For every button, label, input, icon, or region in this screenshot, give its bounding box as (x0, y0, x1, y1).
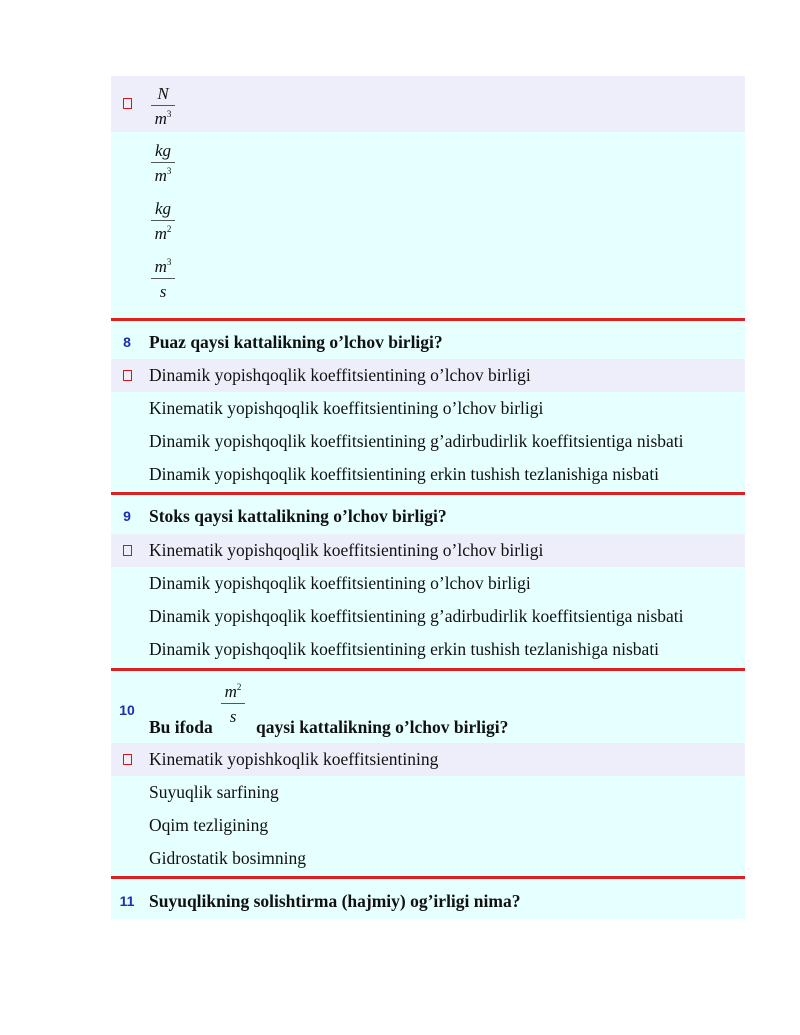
answer-text: Dinamik yopishqoqlik koeffitsientining g’adirbudirlik koeffitsientiga nisbati (149, 431, 684, 451)
denominator-exponent: 3 (166, 109, 172, 119)
question-text-suffix: qaysi kattalikning o’lchov birligi? (256, 717, 509, 737)
correct-answer-marker-icon (123, 754, 132, 765)
answer-row-correct[interactable] (111, 743, 745, 776)
fraction-bar (151, 278, 175, 279)
answer-row[interactable] (111, 809, 745, 842)
question-number: 9 (123, 508, 131, 524)
answer-text: Dinamik yopishqoqlik koeffitsientining o’lchov birligi (149, 365, 531, 385)
question-number: 8 (123, 334, 131, 350)
answer-row[interactable] (111, 458, 745, 492)
answer-row[interactable] (111, 425, 745, 458)
unit-fraction (151, 85, 175, 127)
fraction-bar (151, 105, 175, 106)
denominator-exponent: 3 (166, 166, 172, 176)
answer-row[interactable] (111, 600, 745, 633)
answer-text: Gidrostatik bosimning (149, 848, 307, 868)
answer-row[interactable] (111, 567, 745, 600)
answer-text: Dinamik yopishqoqlik koeffitsientining g’adirbudirlik koeffitsientiga nisbati (149, 606, 684, 626)
numerator-exponent: 3 (166, 257, 172, 267)
answer-row[interactable] (111, 776, 745, 809)
fraction-numerator: kg (154, 199, 172, 218)
correct-answer-marker-icon (123, 370, 132, 381)
correct-answer-marker-icon (123, 98, 132, 109)
answer-text: Kinematik yopishqoqlik koeffitsientining o’lchov birligi (149, 540, 544, 560)
answer-text: Dinamik yopishqoqlik koeffitsientining o’lchov birligi (149, 573, 531, 593)
answer-row-correct[interactable] (111, 359, 745, 392)
denominator-exponent: 2 (166, 224, 172, 234)
fraction-denominator (151, 167, 175, 184)
formula-fraction (221, 683, 245, 725)
answer-row[interactable] (111, 250, 745, 318)
question-text: Suyuqlikning solishtirma (hajmiy) og’irligi nima? (149, 891, 521, 911)
answer-text: Kinematik yopishqoqlik koeffitsientining o’lchov birligi (149, 398, 544, 418)
fraction-bar (221, 703, 245, 704)
question-number: 11 (119, 893, 135, 909)
fraction-denominator: s (229, 707, 237, 726)
question-text-prefix: Bu ifoda (149, 717, 213, 737)
question-row (111, 671, 745, 743)
answer-row[interactable] (111, 192, 745, 250)
question-row (111, 495, 745, 534)
answer-row[interactable] (111, 633, 745, 668)
question-text: Stoks qaysi kattalikning o’lchov birligi? (149, 506, 447, 526)
test-sheet (111, 76, 745, 919)
denominator-base: m (154, 224, 167, 243)
answer-text: Dinamik yopishqoqlik koeffitsientining erkin tushish tezlanishiga nisbati (149, 464, 660, 484)
numerator-base: m (154, 257, 167, 276)
answer-row-correct[interactable] (111, 76, 745, 132)
fraction-numerator: kg (154, 141, 172, 160)
answer-row[interactable] (111, 842, 745, 876)
unit-fraction (151, 200, 175, 242)
fraction-denominator (151, 110, 175, 127)
answer-text: Suyuqlik sarfining (149, 782, 279, 802)
denominator-base: m (154, 109, 167, 128)
answer-row[interactable] (111, 132, 745, 192)
fraction-denominator: s (159, 282, 167, 301)
numerator-base: m (224, 682, 237, 701)
question-text: Puaz qaysi kattalikning o’lchov birligi? (149, 332, 443, 352)
fraction-denominator (151, 225, 175, 242)
unit-fraction (151, 142, 175, 184)
answer-row-correct[interactable] (111, 534, 745, 567)
answer-text: Oqim tezligining (149, 815, 269, 835)
numerator-exponent: 2 (236, 682, 242, 692)
fraction-numerator: N (157, 84, 169, 103)
answer-row[interactable] (111, 392, 745, 425)
correct-answer-marker-icon (123, 545, 132, 556)
question-row (111, 879, 745, 919)
answer-text: Kinematik yopishkoqlik koeffitsientining (149, 749, 439, 769)
question-row (111, 321, 745, 359)
fraction-bar (151, 162, 175, 163)
unit-fraction (151, 258, 175, 300)
question-number: 10 (119, 702, 135, 718)
fraction-numerator (221, 683, 245, 700)
fraction-numerator (151, 258, 175, 275)
denominator-base: m (154, 166, 167, 185)
answer-text: Dinamik yopishqoqlik koeffitsientining erkin tushish tezlanishiga nisbati (149, 639, 660, 659)
fraction-bar (151, 220, 175, 221)
